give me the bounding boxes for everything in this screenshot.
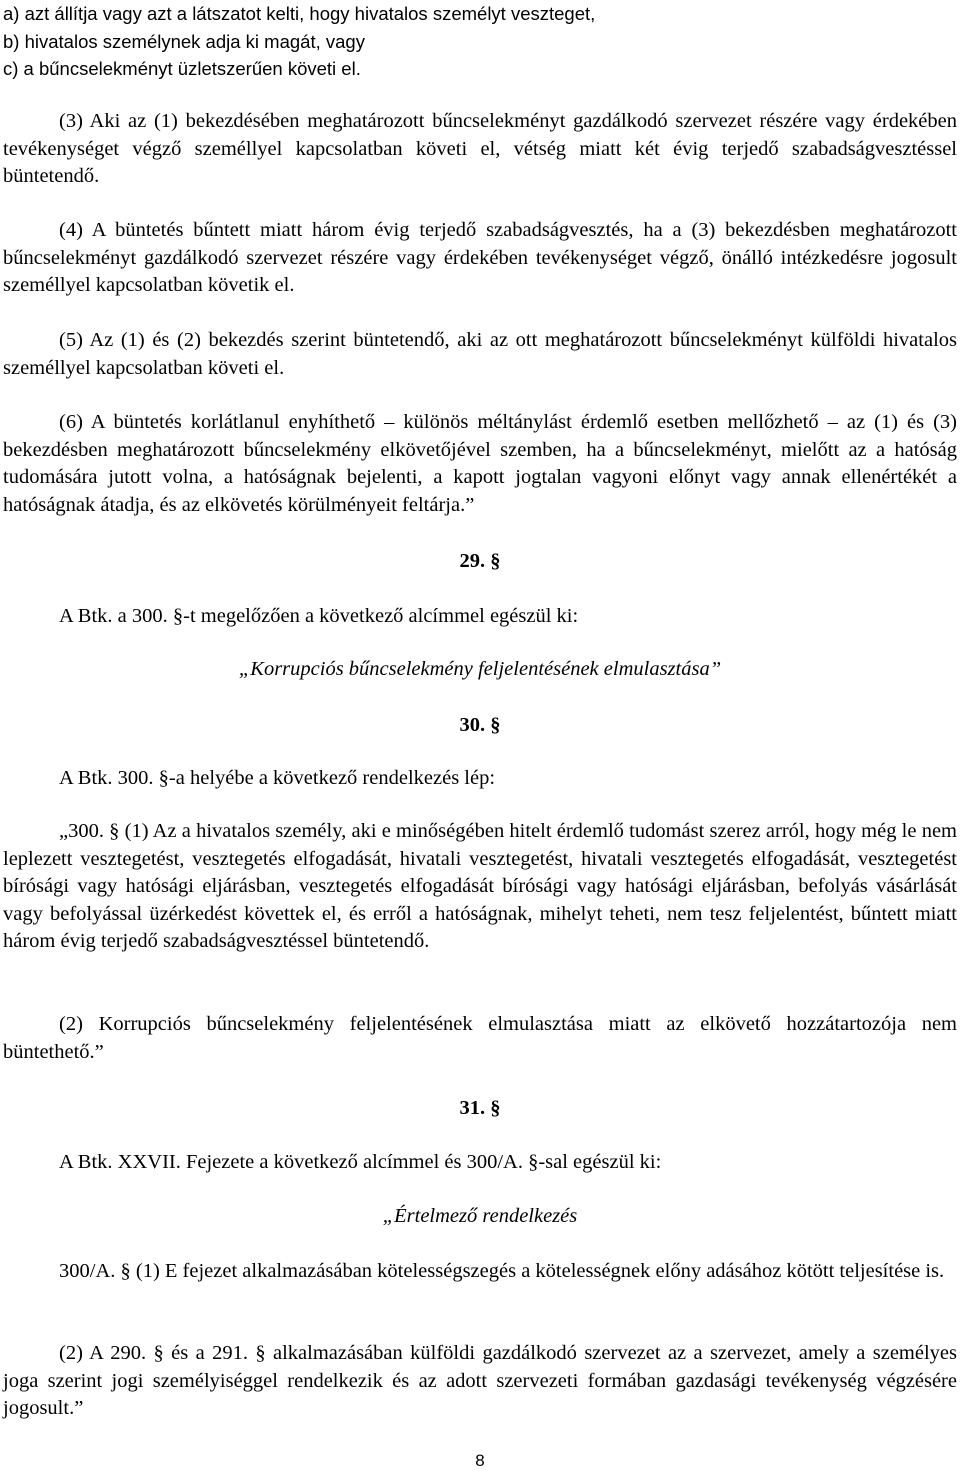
section-31-paragraph-2: (2) A 290. § és a 291. § alkalmazásában külföldi gazdálkodó szervezet az a szervezet, amely a személyes joga szerint jogi személyiséggel rendelkezik és az adott szervezeti formában gazdasági tevékenység végzésére jogosult.” — [3, 1342, 957, 1419]
section-29-subtitle: „Korrupciós bűncselekmény feljelentésének elmulasztása” — [238, 658, 722, 680]
section-31-paragraph-1: 300/A. § (1) E fejezet alkalmazásában kötelességszegés a kötelességnek előny adásához kötött teljesítése is. — [59, 1260, 945, 1282]
list-item-a: a) azt állítja vagy azt a látszatot kelti, hogy hivatalos személyt veszteget, — [3, 3, 596, 24]
section-31-subtitle: „Értelmező rendelkezés — [382, 1205, 578, 1227]
section-29-heading: 29. § — [459, 550, 501, 572]
page-number: 8 — [475, 1451, 485, 1470]
section-29-instruction: A Btk. a 300. §-t megelőzően a következő alcímmel egészül ki: — [59, 605, 579, 627]
section-30-instruction: A Btk. 300. §-a helyébe a következő rendelkezés lép: — [59, 767, 496, 789]
paragraph-5: (5) Az (1) és (2) bekezdés szerint büntetendő, aki az ott meghatározott bűncselekményt külföldi hivatalos személlyel kapcsolatban követi el. — [3, 329, 957, 379]
section-31-instruction: A Btk. XXVII. Fejezete a következő alcímmel és 300/A. §-sal egészül ki: — [59, 1151, 662, 1173]
section-30-heading: 30. § — [459, 714, 501, 736]
section-31-heading: 31. § — [459, 1097, 501, 1119]
list-item-c: c) a bűncselekményt üzletszerűen követi el. — [3, 58, 361, 79]
paragraph-3: (3) Aki az (1) bekezdésében meghatározott bűncselekményt gazdálkodó szervezet részére vagy érdekében tevékenységet végző személlyel kapcsolatban követi el, vétség miatt két évig terjedő szabadságvesztéssel büntetendő. — [3, 110, 957, 187]
list-items — [3, 0, 957, 83]
section-30-paragraph-2: (2) Korrupciós bűncselekmény feljelentésének elmulasztása miatt az elkövető hozzátartozója nem büntethető.” — [3, 1013, 957, 1063]
paragraph-4: (4) A büntetés bűntett miatt három évig terjedő szabadságvesztés, ha a (3) bekezdésben meghatározott bűncselekményt gazdálkodó szervezet részére vagy érdekében tevékenységet végző, önálló intézkedésre jogosult személlyel kapcsolatban követik el. — [3, 219, 957, 296]
section-30-paragraph-1: „300. § (1) Az a hivatalos személy, aki e minőségében hitelt érdemlő tudomást szerez arról, hogy még le nem leplezett vesztegetést, vesztegetés elfogadását, hivatali vesztegetést, hivatali vesztegetés elfogadását, vesztegetést bírósági vagy hatósági eljárásban, vesztegetés elfogadását bírósági vagy hatósági eljárásban, befolyás vásárlását vagy befolyással üzérkedést követtek el, és erről a hatóságnak, mihelyt teheti, nem tesz feljelentést, bűntett miatt három évig terjedő szabadságvesztéssel büntetendő. — [3, 820, 957, 952]
list-item-b: b) hivatalos személynek adja ki magát, vagy — [3, 30, 365, 52]
paragraph-6: (6) A büntetés korlátlanul enyhíthető – különös méltánylást érdemlő esetben mellőzhető – az (1) és (3) bekezdésben meghatározott bűncselekmény elkövetőjével szemben, ha a bűncselekményt, mielőtt az a hatóság tudomására jutott volna, a hatóságnak bejelenti, a kapott jogtalan vagyoni előnyt vagy annak ellenértékét a hatóságnak átadja, és az elkövetés körülményeit feltárja.” — [3, 411, 957, 516]
